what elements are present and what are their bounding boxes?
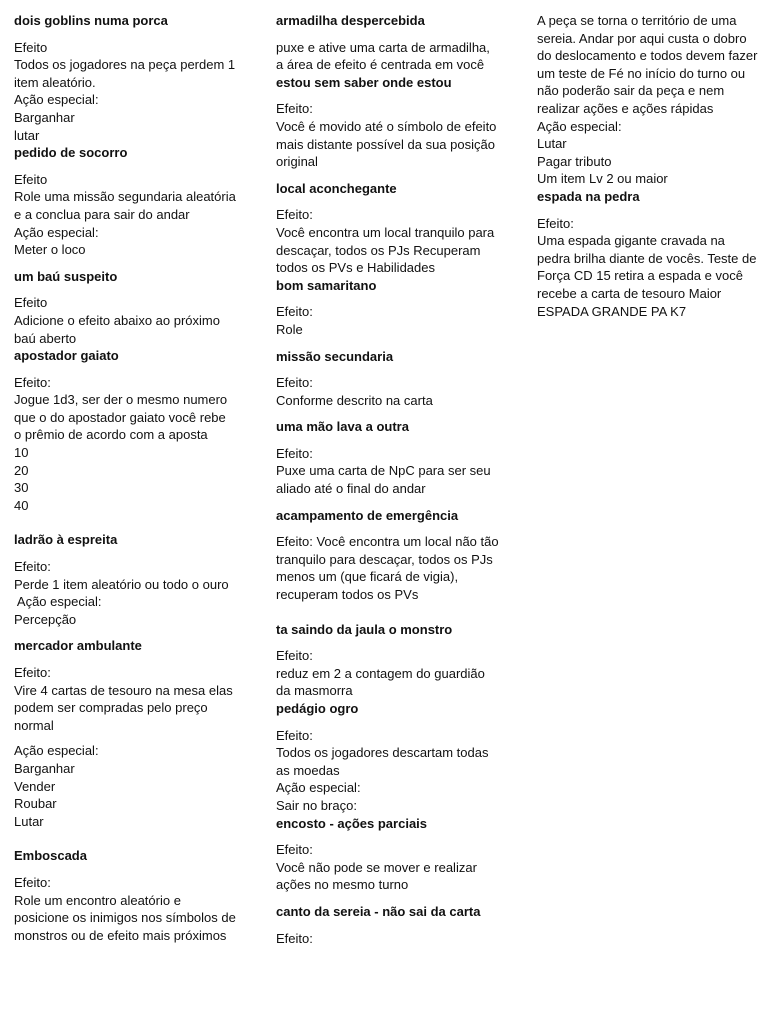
card-text: Barganhar: [14, 109, 75, 125]
card-text: puxe e ative uma carta de armadilha, a área de efeito é centrada em você: [276, 39, 490, 73]
card: [276, 348, 500, 410]
card-text: Uma espada gigante cravada na pedra brilha diante de vocês. Teste de Força CD 15 retira a espada e você recebe a carta de tesouro Maior ESPADA GRANDE PA K7: [537, 233, 757, 319]
card-text: A peça se torna o território de uma sereia. Andar por aqui custa o dobro do deslocamento e todos devem fazer um teste de Fé no início do turno ou não poderão sair da peça e nem realizar ações e ações rápidas: [537, 13, 758, 116]
card-text: Efeito:: [276, 727, 313, 743]
card-title: pedido de socorro: [14, 145, 128, 161]
card-text: Efeito:: [276, 445, 313, 461]
card-text: Pagar tributo: [537, 153, 612, 169]
card-text: Efeito:: [276, 648, 313, 664]
card-text: Role: [276, 321, 303, 337]
card-text: Todos os jogadores na peça perdem 1 item aleatório.: [14, 57, 236, 90]
card-text: Efeito:: [276, 842, 313, 858]
card-text: Efeito: [14, 171, 48, 187]
card: [14, 268, 236, 347]
card-text: Puxe uma carta de NpC para ser seu aliado até o final do andar: [276, 463, 491, 497]
card-text: Efeito:: [537, 215, 574, 231]
card-title: apostador gaiato: [14, 348, 119, 364]
card-text: Percepção: [14, 611, 77, 627]
card-title: armadilha despercebida: [276, 13, 425, 28]
card-text: Ação especial:: [537, 118, 622, 134]
card-text: reduz em 2 a contagem do guardião da masmorra: [276, 665, 485, 699]
card: [276, 621, 500, 700]
card: [537, 188, 759, 320]
card-title: bom samaritano: [276, 277, 377, 293]
card-text: Efeito: [14, 295, 48, 311]
card: [276, 74, 500, 171]
card-text: Barganhar: [14, 760, 75, 776]
card-text: Você não pode se mover e realizar ações no mesmo turno: [276, 859, 477, 893]
card: [276, 903, 500, 947]
column-1: [14, 12, 236, 944]
card-title: Emboscada: [14, 848, 87, 864]
card-title: um baú suspeito: [14, 268, 118, 284]
card: [276, 815, 500, 894]
card-text: lutar: [14, 127, 40, 143]
card-title: acampamento de emergência: [276, 507, 459, 523]
card-text: Vender: [14, 778, 56, 794]
card-text: Role um encontro aleatório e posicione os inimigos nos símbolos de monstros ou de efeito mais próximos: [14, 892, 236, 943]
column-3: [537, 12, 759, 320]
card-text: Todos os jogadores descartam todas as moedas: [276, 745, 489, 778]
card-text: 30: [14, 480, 29, 496]
card: [276, 277, 500, 339]
card-text: Efeito:: [14, 559, 51, 575]
card-text: Você é movido até o símbolo de efeito mais distante possível da sua posição original: [276, 118, 497, 170]
card-text: Efeito:: [14, 665, 51, 680]
card-text: Lutar: [14, 813, 44, 829]
card-title: missão secundaria: [276, 348, 394, 364]
card-text: 10: [14, 445, 29, 461]
card: [276, 12, 500, 74]
card-title: local aconchegante: [276, 180, 397, 196]
card: [276, 507, 500, 604]
card: [14, 144, 236, 259]
card-text: Conforme descrito na carta: [276, 392, 433, 408]
card-text: Ação especial:: [14, 594, 102, 610]
card-text: Efeito:: [276, 375, 313, 391]
card: [276, 700, 500, 815]
card: [537, 12, 759, 188]
card-text: Ação especial:: [276, 780, 361, 796]
card: [276, 418, 500, 497]
card-text: Ação especial:: [14, 92, 99, 108]
card: [14, 347, 236, 514]
card-title: espada na pedra: [537, 188, 640, 204]
card-text: Efeito:: [276, 207, 313, 223]
card-text: 20: [14, 462, 29, 478]
card-title: pedágio ogro: [276, 701, 359, 716]
card: [14, 531, 236, 628]
card-text: Ação especial:: [14, 743, 99, 759]
card-text: Vire 4 cartas de tesouro na mesa elas podem ser compradas pelo preço normal: [14, 682, 233, 733]
card-text: 40: [14, 497, 29, 513]
column-2: [276, 12, 500, 947]
card-text: Ação especial:: [14, 224, 99, 240]
card-title: estou sem saber onde estou: [276, 74, 452, 90]
card-text: Efeito:: [276, 304, 313, 320]
card: [276, 180, 500, 277]
card-text: Você encontra um local tranquilo para descaçar, todos os PJs Recuperam todos os PVs e Habilidades: [276, 224, 495, 276]
card-text: Efeito:: [276, 930, 313, 946]
card: [14, 12, 236, 144]
card-text: Roubar: [14, 796, 57, 812]
card-text: Perde 1 item aleatório ou todo o ouro: [14, 576, 229, 592]
card-text: Lutar: [537, 136, 567, 152]
card-text: Adicione o efeito abaixo ao próximo baú aberto: [14, 312, 220, 346]
card-text: Sair no braço:: [276, 797, 357, 813]
card-title: encosto - ações parciais: [276, 815, 428, 831]
card-title: ta saindo da jaula o monstro: [276, 621, 453, 637]
card-text: Efeito: Você encontra um local não tão tranquilo para descaçar, todos os PJs menos um (que ficará de vigia), recuperam todos os PVs: [276, 534, 499, 603]
card-text: Efeito:: [14, 874, 51, 890]
card-text: Efeito:: [276, 101, 313, 117]
card: [14, 637, 236, 830]
card-title: uma mão lava a outra: [276, 419, 409, 435]
card-title: dois goblins numa porca: [14, 13, 168, 28]
card-title: canto da sereia - não sai da carta: [276, 903, 481, 919]
card-title: mercador ambulante: [14, 638, 142, 654]
card-title: ladrão à espreita: [14, 532, 118, 548]
card-text: Jogue 1d3, ser der o mesmo numero que o do apostador gaiato você rebe o prêmio de acordo com a aposta: [14, 392, 228, 443]
card: [14, 847, 236, 944]
card-text: Efeito:: [14, 374, 51, 390]
card-text: Um item Lv 2 ou maior: [537, 171, 668, 187]
card-text: Efeito: [14, 39, 48, 55]
card-text: Meter o loco: [14, 242, 86, 258]
card-text: Role uma missão segundaria aleatória e a conclua para sair do andar: [14, 189, 236, 222]
